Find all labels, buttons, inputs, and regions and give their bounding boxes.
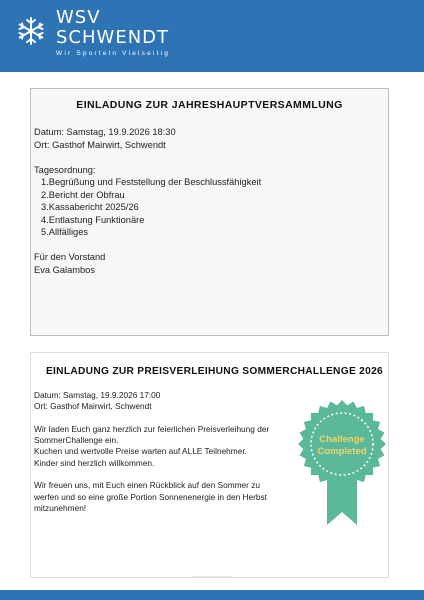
card-title: EINLADUNG ZUR PREISVERLEIHUNG SOMMERCHALLENGE 2026 <box>45 366 384 377</box>
ceremony-date: Datum: Samstag, 19.9.2026 17:00 <box>34 390 161 400</box>
meeting-location: Ort: Gasthof Mairwirt, Schwendt <box>34 139 166 150</box>
footer-bar <box>0 590 424 600</box>
ceremony-location: Ort: Gasthof Mairwirt, Schwendt <box>34 401 152 412</box>
badge-line2: Completed <box>317 446 367 457</box>
agenda-label: Tagesordnung: <box>34 164 96 175</box>
invitation-general-meeting <box>30 88 389 336</box>
brand-tagline: Wir Sporteln Vielseitig <box>56 50 171 57</box>
agenda-item: 1.Begrüßung und Feststellung der Beschlussfähigkeit <box>41 177 262 187</box>
signoff-name: Eva Galambos <box>34 264 95 275</box>
paragraph-line: Kinder sind herzlich willkommen. <box>34 457 155 468</box>
paragraph-line: Kuchen und wertvolle Preise warten auf ALLE Teilnehmer. <box>34 446 247 457</box>
agenda-item: 3.Kassabericht 2025/26 <box>41 202 139 212</box>
agenda-item: 4.Entlastung Funktionäre <box>41 214 145 225</box>
divider <box>192 576 232 577</box>
award-ribbon-icon <box>297 400 387 530</box>
brand-name-line2: SCHWENDT <box>56 27 170 48</box>
badge-line1: Challenge <box>319 434 365 445</box>
paragraph-line: Wir laden Euch ganz herzlich zur feierlichen Preisverleihung der <box>34 423 270 434</box>
meeting-date: Datum: Samstag, 19.9.2026 18:30 <box>34 127 176 137</box>
signoff-line: Für den Vorstand <box>34 252 106 262</box>
brand <box>56 8 170 59</box>
agenda-item: 5.Allfälliges <box>41 227 89 237</box>
paragraph-line: mitzunehmen! <box>34 502 87 513</box>
paragraph-line: SommerChallenge ein. <box>34 435 119 446</box>
agenda-item: 2.Bericht der Obfrau <box>41 189 125 200</box>
paragraph-line: werfen und so eine große Portion Sonnenenergie in den Herbst <box>34 491 267 502</box>
brand-name-line1: WSV <box>56 7 101 28</box>
card-title: EINLADUNG ZUR JAHRESHAUPTVERSAMMLUNG <box>76 99 343 111</box>
card-body <box>34 126 261 276</box>
header-banner <box>0 0 424 72</box>
paragraph-line: Wir freuen uns, mit Euch einen Rückblick auf den Sommer zu <box>34 480 260 491</box>
agenda-list <box>34 176 261 239</box>
snowflake-icon <box>16 16 46 46</box>
invitation-award-ceremony <box>30 352 389 578</box>
card-body <box>34 390 279 514</box>
